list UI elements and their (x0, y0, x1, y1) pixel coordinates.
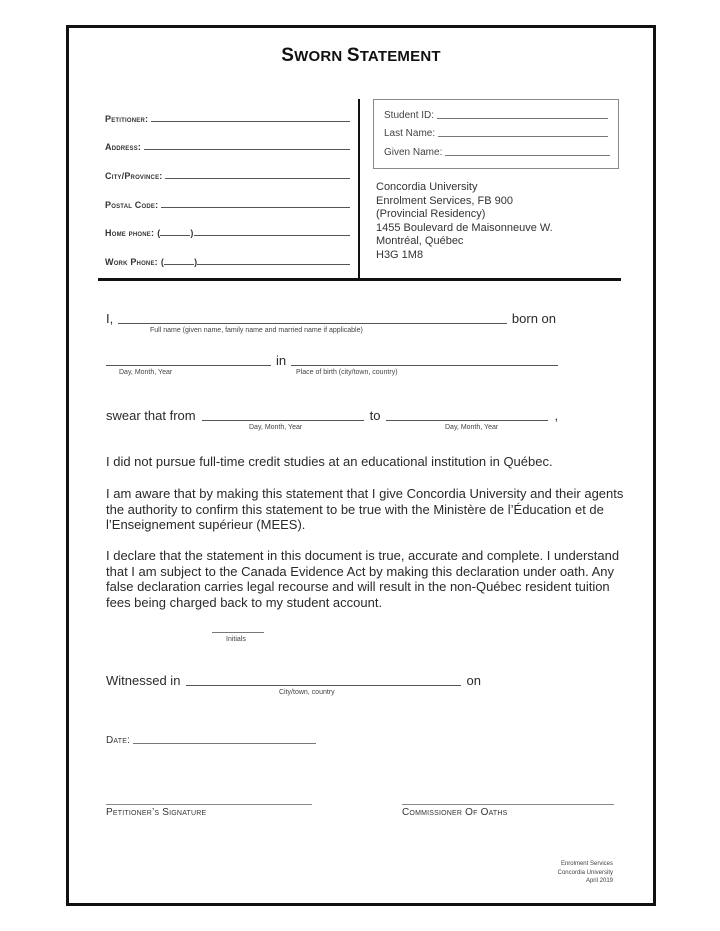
home-phone-area-line[interactable] (160, 235, 190, 236)
address-line-5: Montréal, Québec (376, 235, 464, 247)
witness-row (106, 673, 481, 688)
student-id-field[interactable] (384, 110, 608, 121)
city-province-line[interactable] (165, 178, 350, 179)
birth-date-hint: Day, Month, Year (119, 369, 173, 376)
petitioner-signature-label: Petitioner’s Signature (106, 807, 207, 818)
section-divider (98, 278, 621, 281)
date-field[interactable] (106, 735, 316, 746)
home-phone-field[interactable] (105, 228, 350, 238)
full-name-row (106, 311, 556, 326)
footer-line-1: Enrolment Services (560, 861, 613, 867)
initials-line[interactable] (212, 632, 264, 633)
work-phone-area-line[interactable] (164, 264, 194, 265)
full-name-line[interactable] (118, 323, 507, 324)
statement-paragraph-1: I did not pursue full-time credit studies at an educational institution in Québec. (106, 454, 553, 469)
swear-from-text: swear that from (106, 408, 196, 423)
full-name-hint: Full name (given name, family name and married name if applicable) (150, 327, 363, 334)
home-phone-area-open: ( (157, 228, 161, 238)
title-initial-1: S (281, 45, 295, 66)
address-line-2: Enrolment Services, FB 900 (376, 194, 513, 207)
home-phone-label: Home phone: (105, 228, 155, 238)
date-label: Date: (106, 735, 131, 746)
petitioner-label: Petitioner: (105, 114, 149, 124)
address-line-4: 1455 Boulevard de Maisonneuve W. (376, 221, 553, 234)
address-label: Address: (105, 142, 142, 152)
petitioner-field[interactable] (105, 114, 350, 124)
initials-hint: Initials (226, 636, 246, 643)
postal-code-line[interactable] (161, 207, 350, 208)
city-province-field[interactable] (105, 171, 350, 181)
city-province-label: City/Province: (105, 171, 163, 181)
residency-period-row (106, 408, 576, 423)
trailing-comma: , (554, 408, 559, 423)
to-date-line[interactable] (386, 420, 548, 421)
home-phone-line[interactable] (194, 235, 350, 236)
address-line-6: H3G 1M8 (376, 248, 424, 261)
i-prefix: I, (106, 311, 114, 326)
page-title (69, 45, 653, 67)
address-field[interactable] (105, 142, 350, 152)
given-name-line[interactable] (445, 155, 610, 156)
footer-line-3: April 2019 (585, 878, 613, 884)
birth-date-line[interactable] (106, 365, 271, 366)
statement-paragraph-3: I declare that the statement in this document is true, accurate and complete. I understand that I am subject to the Canada Evidence Act by making this declaration under oath. Any false declaration carries legal recourse and will result in the non-Québec resident tuition fees being charged back to my student account. (106, 548, 620, 610)
form-footer (558, 860, 613, 886)
last-name-field[interactable] (384, 128, 608, 139)
postal-code-label: Postal Code: (105, 200, 159, 210)
witnessed-in-text: Witnessed in (106, 673, 181, 688)
title-word-2: TATEMENT (359, 48, 441, 65)
from-date-hint: Day, Month, Year (249, 424, 303, 431)
given-name-label: Given Name: (384, 147, 443, 158)
place-of-birth-line[interactable] (291, 365, 558, 366)
petitioner-signature-line[interactable] (106, 804, 312, 805)
to-date-hint: Day, Month, Year (445, 424, 499, 431)
work-phone-area-open: ( (160, 257, 165, 267)
from-date-line[interactable] (202, 420, 364, 421)
address-line-3: (Provincial Residency) (376, 208, 486, 220)
work-phone-field[interactable] (105, 257, 350, 267)
born-on-text: born on (511, 311, 556, 326)
column-divider (358, 99, 360, 280)
given-name-field[interactable] (384, 147, 610, 158)
student-id-label: Student ID: (384, 110, 435, 121)
postal-code-field[interactable] (105, 200, 350, 210)
title-word-1: WORN (294, 48, 343, 65)
statement-paragraph-2: I am aware that by making this statement that I give Concordia University and their agents the authority to confirm this statement to be true with the Ministère de l’Éducation et de l’Enseignement supérieur (MEES). (106, 486, 624, 532)
document-frame (66, 25, 656, 906)
witness-city-line[interactable] (186, 685, 460, 686)
home-phone-area-close: ) (190, 228, 194, 238)
place-of-birth-hint: Place of birth (city/town, country) (296, 369, 398, 376)
address-line-1: Concordia University (376, 181, 478, 193)
work-phone-area-close: ) (194, 257, 198, 267)
work-phone-line[interactable] (197, 264, 350, 265)
mailing-address (376, 181, 553, 262)
on-text: on (466, 673, 481, 688)
petitioner-line[interactable] (151, 121, 350, 122)
student-id-line[interactable] (437, 118, 608, 119)
birth-row (106, 353, 558, 368)
last-name-line[interactable] (438, 136, 608, 137)
commissioner-signature-line[interactable] (402, 804, 614, 805)
commissioner-signature-label: Commissioner Of Oaths (402, 807, 508, 818)
date-line[interactable] (133, 743, 316, 744)
footer-line-2: Concordia University (557, 869, 613, 876)
title-initial-2: S (346, 45, 360, 66)
work-phone-label: Work Phone: (105, 257, 158, 267)
witness-city-hint: City/town, country (279, 689, 335, 696)
to-text: to (369, 408, 381, 423)
address-line[interactable] (144, 149, 350, 150)
last-name-label: Last Name: (384, 128, 436, 139)
student-info-box (373, 99, 619, 169)
in-text: in (276, 353, 287, 368)
